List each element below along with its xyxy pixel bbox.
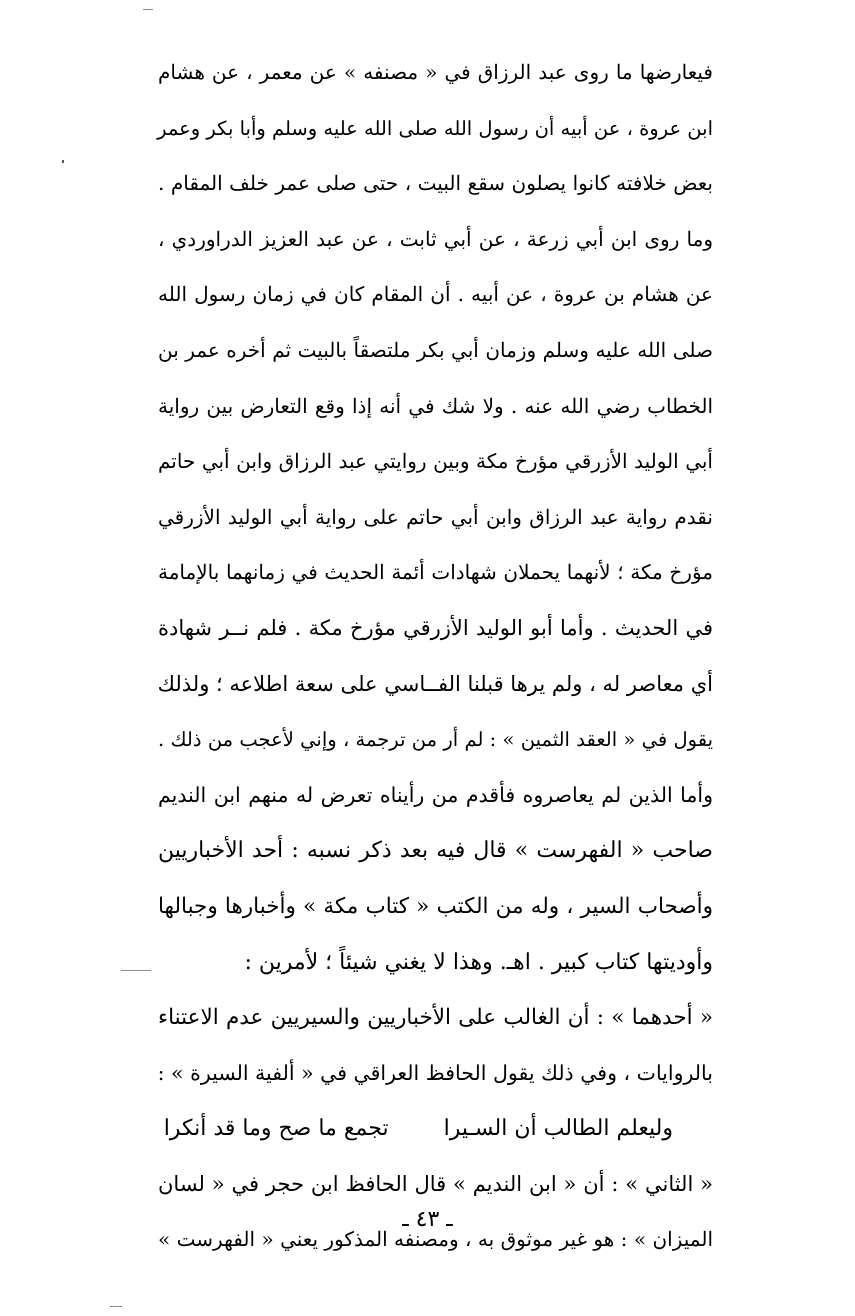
text-line: وأوديتها كتاب كبير . اهـ. وهذا لا يغني شيئاً ؛ لأمرين : [244, 949, 713, 975]
body-text [158, 45, 713, 1268]
text-line: في الحديث . وأما أبو الوليد الأزرقي مؤرخ مكة . فلم نــر شهادة [158, 615, 713, 640]
text-line: وما روى ابن أبي زرعة ، عن أبي ثابت ، عن عبد العزيز الدراوردي ، [158, 226, 713, 251]
page-number: ـ ٤٣ ـ [402, 1207, 453, 1232]
scan-edge-mark [110, 1306, 122, 1307]
text-line: أبي الوليد الأزرقي مؤرخ مكة وبين روايتي عبد الرزاق وابن أبي حاتم [158, 449, 713, 474]
verse-second-hemistich: تجمع ما صح وما قد أنكرا [163, 1116, 389, 1142]
poetry-verse [158, 1101, 713, 1157]
text-line: نقدم رواية عبد الرزاق وابن أبي حاتم على رواية أبي الوليد الأزرقي [158, 504, 713, 529]
text-line: بالروايات ، وفي ذلك يقول الحافظ العراقي في « ألفية السيرة » : [157, 1060, 713, 1085]
text-line: مؤرخ مكة ؛ لأنهما يحملان شهادات أئمة الحديث في زمانهما بالإمامة [158, 560, 713, 585]
text-line: الميزان » : هو غير موثوق به ، ومصنفه المذكور يعني « الفهرست » [158, 1227, 713, 1252]
text-line: ابن عروة ، عن أبيه أن رسول الله صلى الله عليه وسلم وأبا بكر وعمر [157, 116, 713, 140]
text-line: يقول في « العقد الثمين » : لم أر من ترجمة ، وإني لأعجب من ذلك . [158, 728, 713, 752]
text-line: صاحب « الفهرست » قال فيه بعد ذكر نسبه : أحد الأخباريين [158, 838, 713, 864]
text-line: وأما الذين لم يعاصروه فأقدم من رأيناه تعرض له منهم ابن النديم [158, 782, 713, 807]
text-line: « أحدهما » : أن الغالب على الأخباريين والسيريين عدم الاعتناء [158, 1005, 713, 1031]
text-line: فيعارضها ما روى عبد الرزاق في « مصنفه » عن معمر ، عن هشام [158, 60, 713, 84]
scan-edge-mark [143, 9, 153, 10]
scan-speck [62, 160, 64, 163]
text-line: عن هشام بن عروة ، عن أبيه . أن المقام كان في زمان رسول الله [158, 282, 713, 307]
text-line: الخطاب رضي الله عنه . ولا شك في أنه إذا وقع التعارض بين رواية [158, 393, 713, 418]
scan-edge-mark [121, 970, 151, 971]
text-line: « الثاني » : أن « ابن النديم » قال الحافظ ابن حجر في « لسان [158, 1171, 713, 1196]
verse-first-hemistich: وليعلم الطالب أن السـيرا [443, 1116, 673, 1142]
text-line: وأصحاب السير ، وله من الكتب « كتاب مكة » وأخبارها وجبالها [158, 893, 713, 919]
text-line: أي معاصر له ، ولم يرها قبلنا الفــاسي على سعة اطلاعه ؛ ولذلك [157, 671, 713, 696]
text-line: صلى الله عليه وسلم وزمان أبي بكر ملتصقاً بالبيت ثم أخره عمر بن [158, 337, 713, 362]
text-line: بعض خلافته كانوا يصلون سقع البيت ، حتى صلى عمر خلف المقام . [158, 171, 713, 196]
